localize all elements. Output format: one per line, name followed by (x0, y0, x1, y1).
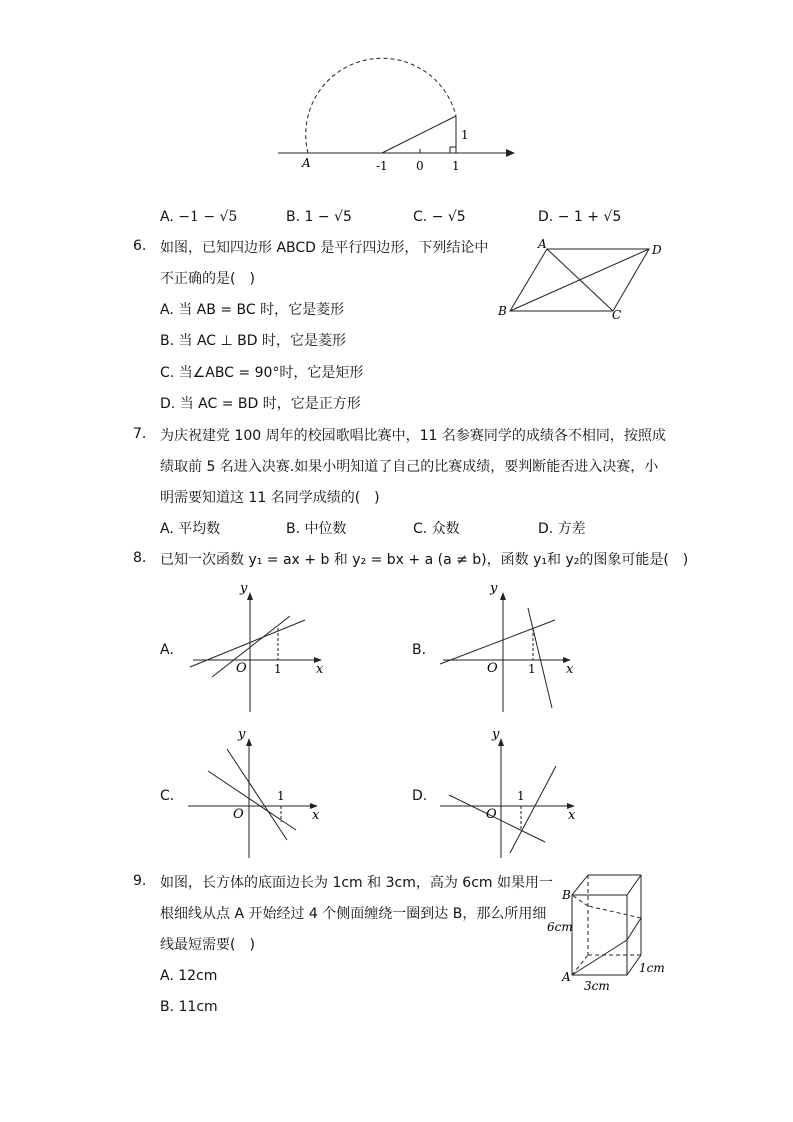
vertex-D: D (652, 243, 662, 257)
q6-stem-line2: 不正确的是( ) (160, 271, 255, 287)
cuboid-label-depth: 1cm (639, 961, 665, 975)
cuboid-label-B: B (562, 888, 571, 902)
graph-b-x-label: x (566, 662, 574, 677)
graph-c-one: 1 (277, 789, 285, 803)
graph-d-x-label: x (568, 808, 576, 823)
q7-option-a[interactable]: A. 平均数 (160, 521, 221, 537)
label-height-one: 1 (461, 128, 469, 142)
q7-option-d[interactable]: D. 方差 (538, 521, 586, 537)
graph-c-x-label: x (312, 808, 320, 823)
q9-number: 9. (133, 873, 147, 889)
cuboid-front-face (572, 895, 627, 975)
graph-c-y-label: y (238, 727, 246, 742)
q6-option-a[interactable]: A. 当 AB = BC 时，它是菱形 (160, 302, 345, 318)
vertex-B: B (498, 304, 507, 318)
q7-stem-line1: 为庆祝建党 100 周年的校园歌唱比赛中，11 名参赛同学的成绩各不相同，按照成 (160, 428, 666, 444)
q6-number: 6. (133, 238, 147, 254)
cuboid-hidden-left (572, 955, 588, 975)
q6-option-c[interactable]: C. 当∠ABC = 90°时，它是矩形 (160, 365, 364, 381)
q8-option-b-label[interactable]: B. (412, 642, 427, 658)
q9-option-a[interactable]: A. 12cm (160, 968, 218, 984)
q7-stem-line2: 绩取前 5 名进入决赛.如果小明知道了自己的比赛成绩，要判断能否进入决赛，小 (160, 459, 659, 475)
q7-option-c[interactable]: C. 众数 (413, 521, 460, 537)
label-A: A (302, 156, 311, 170)
graph-b-one: 1 (528, 662, 536, 676)
q5-option-b[interactable]: B. 1 − √5 (286, 209, 352, 225)
q5-option-c[interactable]: C. − √5 (413, 209, 466, 225)
q9-stem-line2: 根细线从点 A 开始经过 4 个侧面缠绕一圈到达 B，那么所用细 (160, 906, 547, 922)
graph-d-one: 1 (517, 789, 525, 803)
graph-a-one: 1 (274, 662, 282, 676)
graph-b-origin: O (487, 661, 498, 676)
q9-stem-line3: 线最短需要( ) (160, 937, 255, 953)
q9-stem-line1: 如图，长方体的底面边长为 1cm 和 3cm，高为 6cm 如果用一 (160, 875, 553, 891)
graph-c-origin: O (233, 807, 244, 822)
string-segment-4 (572, 895, 588, 906)
q7-number: 7. (133, 426, 147, 442)
graph-a-y-label: y (240, 581, 248, 596)
q8-option-c-label[interactable]: C. (160, 788, 175, 804)
graph-b-y-label: y (490, 581, 498, 596)
string-segment-3 (588, 906, 641, 918)
q8-option-d-label[interactable]: D. (412, 788, 428, 804)
q5-option-d[interactable]: D. − 1 + √5 (538, 209, 622, 225)
q5-option-a[interactable]: A. −1 − √5 (160, 209, 238, 225)
cuboid-label-height: 6cm (547, 920, 573, 934)
string-segment-1 (572, 940, 627, 975)
label-one: 1 (452, 159, 460, 173)
string-segment-2 (627, 918, 641, 940)
graph-a-origin: O (236, 661, 247, 676)
q6-stem-line1: 如图，已知四边形 ABCD 是平行四边形，下列结论中 (160, 240, 489, 256)
label-zero: 0 (416, 159, 424, 173)
graph-d-y-label: y (492, 727, 500, 742)
q7-option-b[interactable]: B. 中位数 (286, 521, 347, 537)
graph-a-x-label: x (316, 662, 324, 677)
label-minus-one: -1 (376, 159, 388, 173)
cuboid-top-left (572, 875, 588, 895)
q9-option-b[interactable]: B. 11cm (160, 999, 218, 1015)
vertex-A: A (538, 237, 547, 251)
q8-number: 8. (133, 550, 147, 566)
cuboid-top-right (627, 875, 641, 895)
q6-option-b[interactable]: B. 当 AC ⊥ BD 时，它是菱形 (160, 333, 347, 349)
q6-option-d[interactable]: D. 当 AC = BD 时，它是正方形 (160, 396, 361, 412)
vertex-C: C (612, 308, 622, 322)
q7-stem-line3: 明需要知道这 11 名同学成绩的( ) (160, 490, 380, 506)
cuboid-label-width: 3cm (584, 979, 610, 993)
cuboid-label-A: A (562, 970, 571, 984)
q8-option-a-label[interactable]: A. (160, 642, 174, 658)
q8-stem: 已知一次函数 y₁ = ax + b 和 y₂ = bx + a (a ≠ b)，函数 y₁和 y₂的图象可能是( ) (160, 552, 689, 568)
graph-d-origin: O (486, 807, 497, 822)
